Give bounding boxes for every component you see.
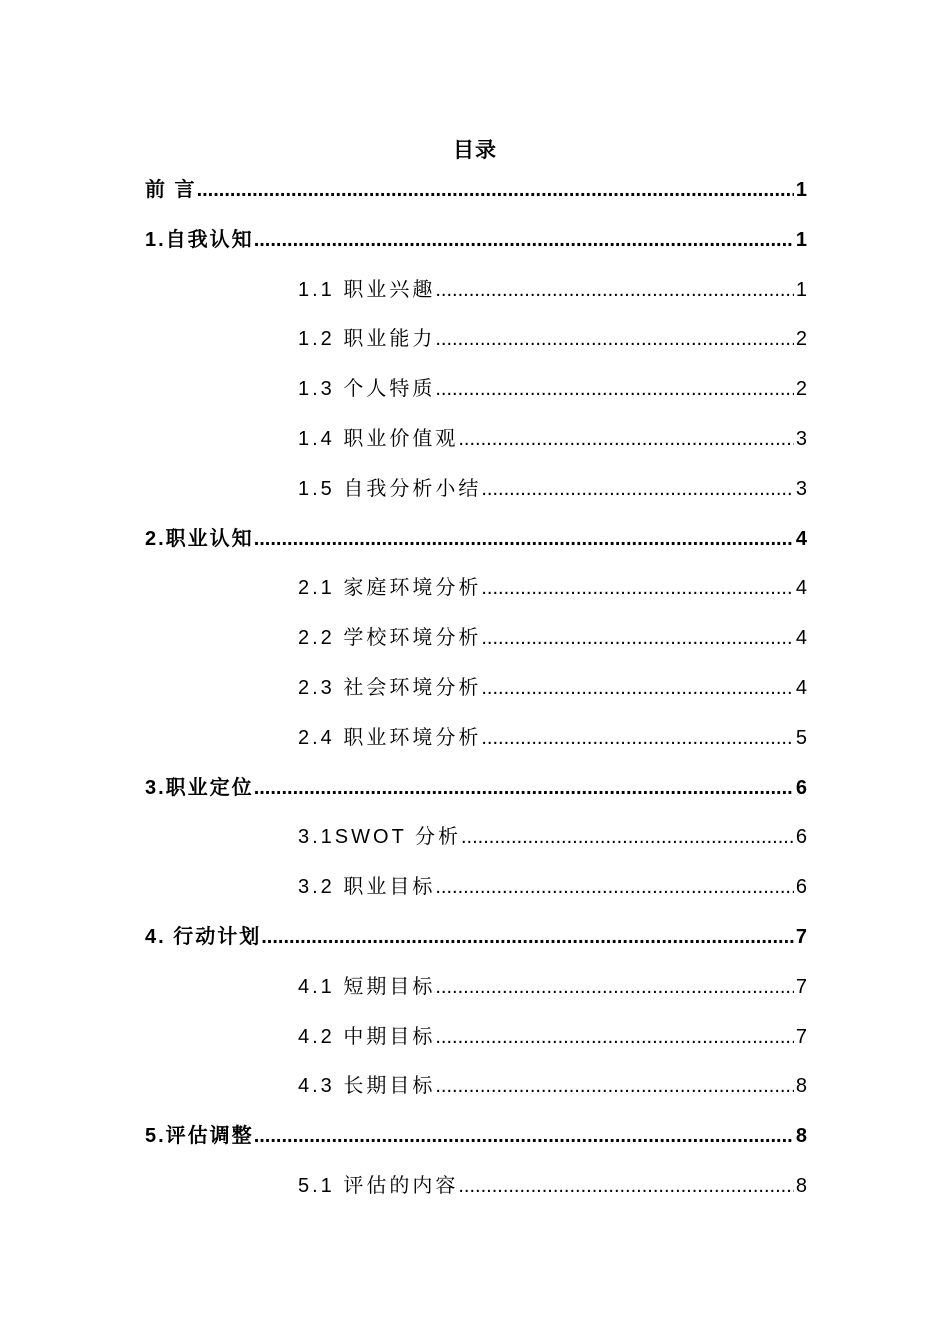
toc-chapter-entry[interactable] [145, 773, 807, 803]
toc-entry-label: 2.3 社会环境分析 [298, 677, 482, 699]
toc-section-entry[interactable] [298, 872, 807, 902]
toc-section-entry[interactable] [298, 623, 807, 653]
toc-entry-label: 4.2 中期目标 [298, 1026, 436, 1048]
toc-dot-leader [435, 972, 794, 1002]
toc-chapter-entry[interactable] [145, 922, 807, 952]
toc-entry-label: 2.职业认知 [145, 528, 254, 550]
toc-page-number: 6 [795, 826, 807, 848]
toc-entry-label: 2.2 学校环境分析 [298, 627, 482, 649]
toc-dot-leader [254, 773, 794, 803]
toc-page-number: 8 [795, 1075, 807, 1097]
toc-entry-label: 3.职业定位 [145, 777, 254, 799]
toc-entry-label: 4.1 短期目标 [298, 976, 436, 998]
toc-section-entry[interactable] [298, 474, 807, 504]
toc-entry-label: 1.2 职业能力 [298, 328, 436, 350]
toc-section-entry[interactable] [298, 1171, 807, 1201]
toc-entry-label: 前 言 [145, 179, 197, 201]
toc-dot-leader [481, 723, 794, 753]
toc-page-number: 7 [795, 976, 807, 998]
toc-page-number: 1 [795, 179, 807, 201]
toc-section-entry[interactable] [298, 374, 807, 404]
toc-dot-leader [458, 424, 794, 454]
toc-dot-leader [197, 175, 794, 205]
toc-dot-leader [481, 573, 794, 603]
toc-entry-label: 1.1 职业兴趣 [298, 279, 436, 301]
toc-entry-label: 5.评估调整 [145, 1125, 254, 1147]
toc-entry-label: 2.4 职业环境分析 [298, 727, 482, 749]
toc-entry-label: 1.3 个人特质 [298, 378, 436, 400]
toc-section-entry[interactable] [298, 275, 807, 305]
toc-page-number: 2 [795, 328, 807, 350]
toc-section-entry[interactable] [298, 822, 807, 852]
toc-page-number: 8 [795, 1175, 807, 1197]
toc-page-number: 7 [795, 926, 807, 948]
toc-dot-leader [254, 1121, 794, 1151]
toc-dot-leader [435, 275, 794, 305]
toc-dot-leader [435, 374, 794, 404]
toc-dot-leader [254, 524, 794, 554]
toc-dot-leader [481, 623, 794, 653]
toc-dot-leader [254, 225, 794, 255]
toc-dot-leader [435, 1071, 794, 1101]
toc-page-number: 3 [795, 478, 807, 500]
toc-page-number: 5 [795, 727, 807, 749]
toc-page-number: 1 [795, 279, 807, 301]
toc-entry-label: 1.5 自我分析小结 [298, 478, 482, 500]
page-title: 目录 [453, 139, 497, 162]
toc-entry-label: 2.1 家庭环境分析 [298, 577, 482, 599]
toc-entry-label: 1.自我认知 [145, 229, 254, 251]
toc-dot-leader [461, 822, 794, 852]
toc-page-number: 6 [795, 876, 807, 898]
toc-page-number: 7 [795, 1026, 807, 1048]
toc-section-entry[interactable] [298, 1071, 807, 1101]
toc-page-number: 4 [795, 577, 807, 599]
toc-dot-leader [481, 673, 794, 703]
toc-dot-leader [435, 872, 794, 902]
toc-section-entry[interactable] [298, 573, 807, 603]
toc-chapter-entry[interactable] [145, 225, 807, 255]
toc-section-entry[interactable] [298, 723, 807, 753]
toc-entry-label: 3.2 职业目标 [298, 876, 436, 898]
toc-page-number: 4 [795, 528, 807, 550]
toc-section-entry[interactable] [298, 972, 807, 1002]
toc-dot-leader [458, 1171, 794, 1201]
toc-chapter-entry[interactable] [145, 175, 807, 205]
toc-page-number: 3 [795, 428, 807, 450]
toc-entry-label: 3.1SWOT 分析 [298, 826, 461, 848]
toc-page-number: 4 [795, 677, 807, 699]
toc-entry-label: 1.4 职业价值观 [298, 428, 459, 450]
toc-entry-label: 5.1 评估的内容 [298, 1175, 459, 1197]
toc-dot-leader [481, 474, 794, 504]
toc-entry-label: 4. 行动计划 [145, 926, 262, 948]
toc-dot-leader [435, 1022, 794, 1052]
toc-page-number: 4 [795, 627, 807, 649]
toc-page-number: 1 [795, 229, 807, 251]
toc-page-number: 8 [795, 1125, 807, 1147]
toc-page-number: 2 [795, 378, 807, 400]
toc-dot-leader [261, 922, 794, 952]
toc-chapter-entry[interactable] [145, 524, 807, 554]
toc-section-entry[interactable] [298, 673, 807, 703]
toc-chapter-entry[interactable] [145, 1121, 807, 1151]
toc-section-entry[interactable] [298, 324, 807, 354]
toc-section-entry[interactable] [298, 1022, 807, 1052]
toc-dot-leader [435, 324, 794, 354]
toc-entry-label: 4.3 长期目标 [298, 1075, 436, 1097]
toc-page-number: 6 [795, 777, 807, 799]
toc-section-entry[interactable] [298, 424, 807, 454]
